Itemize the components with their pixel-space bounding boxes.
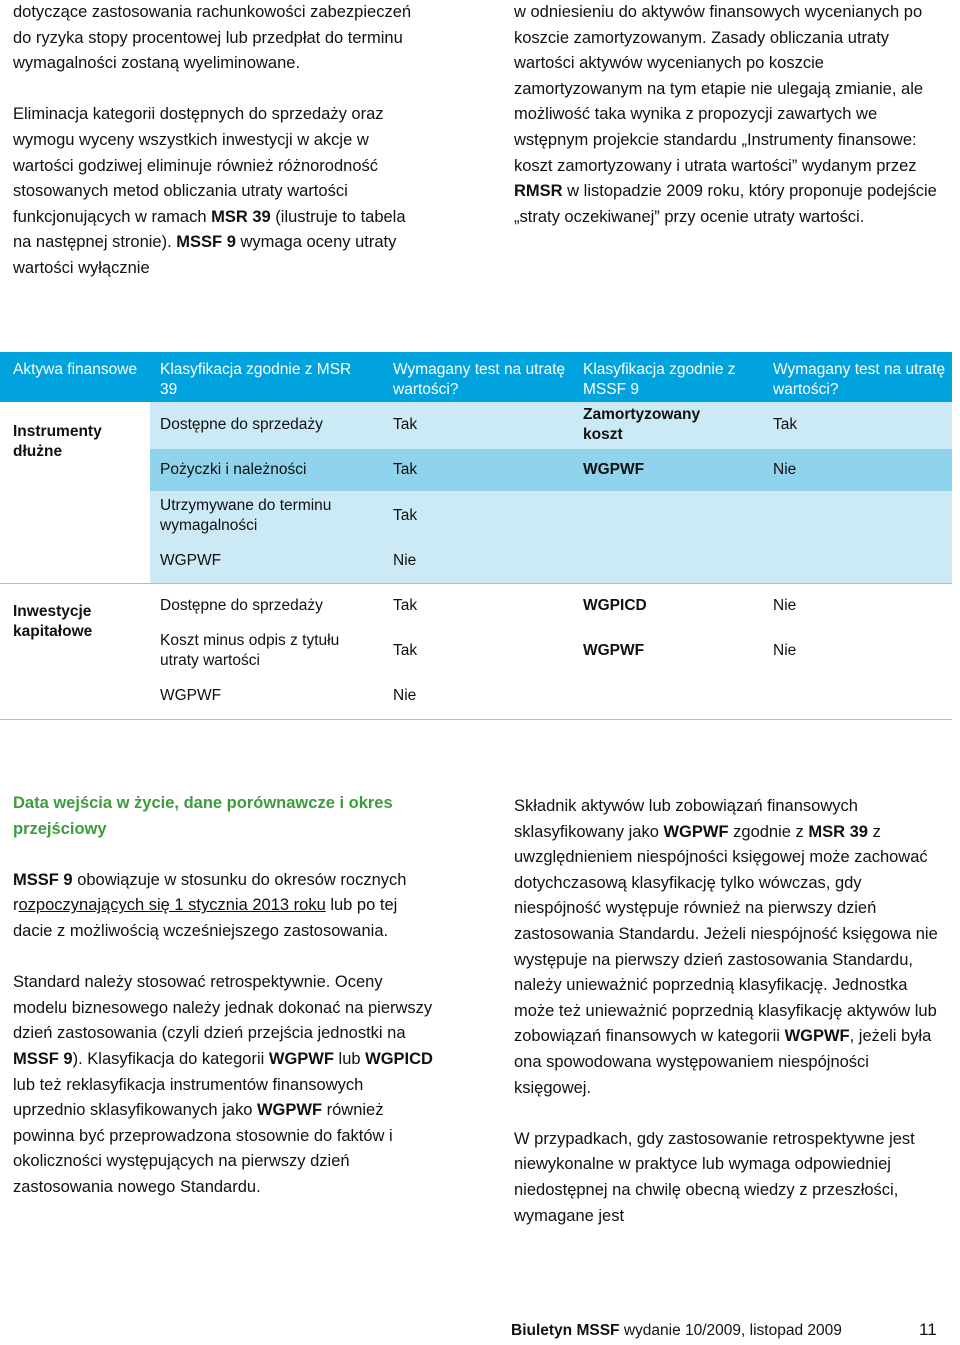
row1-mssf9-test: Tak <box>773 416 798 433</box>
classification-table <box>0 352 952 720</box>
section2-right-paragraph-2: W przypadkach, gdy zastosowanie retrospektywne jest niewykonalne w praktyce lub wymaga odpowiedniej niedostępnej na chwilę obecną wiedzy z przeszłości, wymagane jest <box>514 1129 915 1225</box>
row5-mssf9-class: WGPICD <box>583 597 647 614</box>
header-aktywa: Aktywa finansowe <box>13 361 138 378</box>
row7-msr39-class: WGPWF <box>160 687 222 704</box>
group-inwestycje-kapitalowe: Inwestycje kapitałowe <box>13 603 93 640</box>
header-mssf9-test: Wymagany test na utratę wartości? <box>773 361 946 398</box>
row5-msr39-test: Tak <box>393 597 418 614</box>
row6-msr39-test: Tak <box>393 642 418 659</box>
row2-msr39-test: Tak <box>393 461 418 478</box>
row3-msr39-test: Tak <box>393 507 418 524</box>
row4-msr39-class: WGPWF <box>160 552 222 569</box>
page-number: 11 <box>919 1320 937 1339</box>
header-mssf9-classification: Klasyfikacja zgodnie z MSSF 9 <box>583 361 736 398</box>
row2-mssf9-class: WGPWF <box>583 461 645 478</box>
row1-mssf9-class: Zamortyzowany koszt <box>583 406 701 443</box>
intro-right-column <box>514 0 944 230</box>
row4-msr39-test: Nie <box>393 552 417 569</box>
row1-msr39-class: Dostępne do sprzedaży <box>160 416 323 433</box>
row6-mssf9-class: WGPWF <box>583 642 645 659</box>
section2-left-paragraph-1: MSSF 9 obowiązuje w stosunku do okresów rocznych rozpoczynających się 1 stycznia 2013 roku lub po tej dacie z możliwością wcześniejszego zastosowania. <box>13 870 407 940</box>
table-divider <box>0 719 952 720</box>
intro-left-paragraph-2: Eliminacja kategorii dostępnych do sprzedaży oraz wymogu wyceny wszystkich inwestycji w akcje w wartości godziwej eliminuje również różnorodność stosowanych metod obliczania utraty wartości funkcjonujących w ramach MSR 39 (ilustruje to tabela na następnej stronie). MSSF 9 wymaga oceny utraty wartości wyłącznie <box>13 105 406 277</box>
section-heading: Data wejścia w życie, dane porównawcze i okres przejściowy <box>13 794 393 838</box>
section2-left-column <box>13 791 433 1201</box>
row3-msr39-class: Utrzymywane do terminu wymagalności <box>160 497 332 534</box>
row5-mssf9-test: Nie <box>773 597 797 614</box>
row1-msr39-test: Tak <box>393 416 418 433</box>
section2-right-paragraph-1: Składnik aktywów lub zobowiązań finansowych sklasyfikowany jako WGPWF zgodnie z MSR 39 z uwzględnieniem niespójności księgowej może zachować dotychczasową klasyfikację tylko wówczas, gdy niespójność występuje również na pierwszy dzień zastosowania Standardu. Jeżeli niespójność księgowa nie występuje na pierwszy dzień zastosowania Standardu, należy unieważnić poprzednią klasyfikację. Jednostka może też unieważnić poprzednią klasyfikację aktywów lub zobowiązań finansowych w kategorii WGPWF, jeżeli była ona spowodowana występowaniem niespójności księgowej. <box>514 797 938 1097</box>
intro-left-column <box>13 0 413 282</box>
section2-right-column <box>514 794 944 1229</box>
row2-msr39-class: Pożyczki i należności <box>160 461 307 478</box>
row5-msr39-class: Dostępne do sprzedaży <box>160 597 323 614</box>
footer-publication: Biuletyn MSSF wydanie 10/2009, listopad 2009 <box>511 1322 842 1339</box>
intro-right-paragraph: w odniesieniu do aktywów finansowych wycenianych po koszcie zamortyzowanym. Zasady obliczania utraty wartości aktywów wycenianych po koszcie zamortyzowanym na tym etapie nie ulegają zmianie, ale możliwość taka wynika z propozycji zawartych we wstępnym projekcie standardu „Instrumenty finansowe: koszt zamortyzowany i utrata wartości” wydanym przez RMSR w listopadzie 2009 roku, który proponuje podejście „straty oczekiwanej” przy ocenie utraty wartości. <box>514 3 937 226</box>
row2-mssf9-test: Nie <box>773 461 797 478</box>
row6-mssf9-test: Nie <box>773 642 797 659</box>
row6-msr39-class: Koszt minus odpis z tytułu utraty wartości <box>160 632 340 669</box>
table-divider <box>0 583 952 584</box>
row7-msr39-test: Nie <box>393 687 417 704</box>
group-instrumenty-dluzne: Instrumenty dłużne <box>13 423 102 460</box>
intro-left-paragraph-1: dotyczące zastosowania rachunkowości zabezpieczeń do ryzyka stopy procentowej lub przedpłat do terminu wymagalności zostaną wyeliminowane. <box>13 3 412 73</box>
section2-left-paragraph-2: Standard należy stosować retrospektywnie. Oceny modelu biznesowego należy jednak dokonać na pierwszy dzień zastosowania (czyli dzień przejścia jednostki na MSSF 9). Klasyfikacja do kategorii WGPWF lub WGPICD lub też reklasyfikacja instrumentów finansowych uprzednio sklasyfikowanych jako WGPWF również powinna być przeprowadzona stosownie do faktów i okoliczności występujących na pierwszy dzień zastosowania nowego Standardu. <box>13 973 433 1196</box>
header-msr39-test: Wymagany test na utratę wartości? <box>393 361 566 398</box>
header-msr39-classification: Klasyfikacja zgodnie z MSR 39 <box>160 361 352 398</box>
